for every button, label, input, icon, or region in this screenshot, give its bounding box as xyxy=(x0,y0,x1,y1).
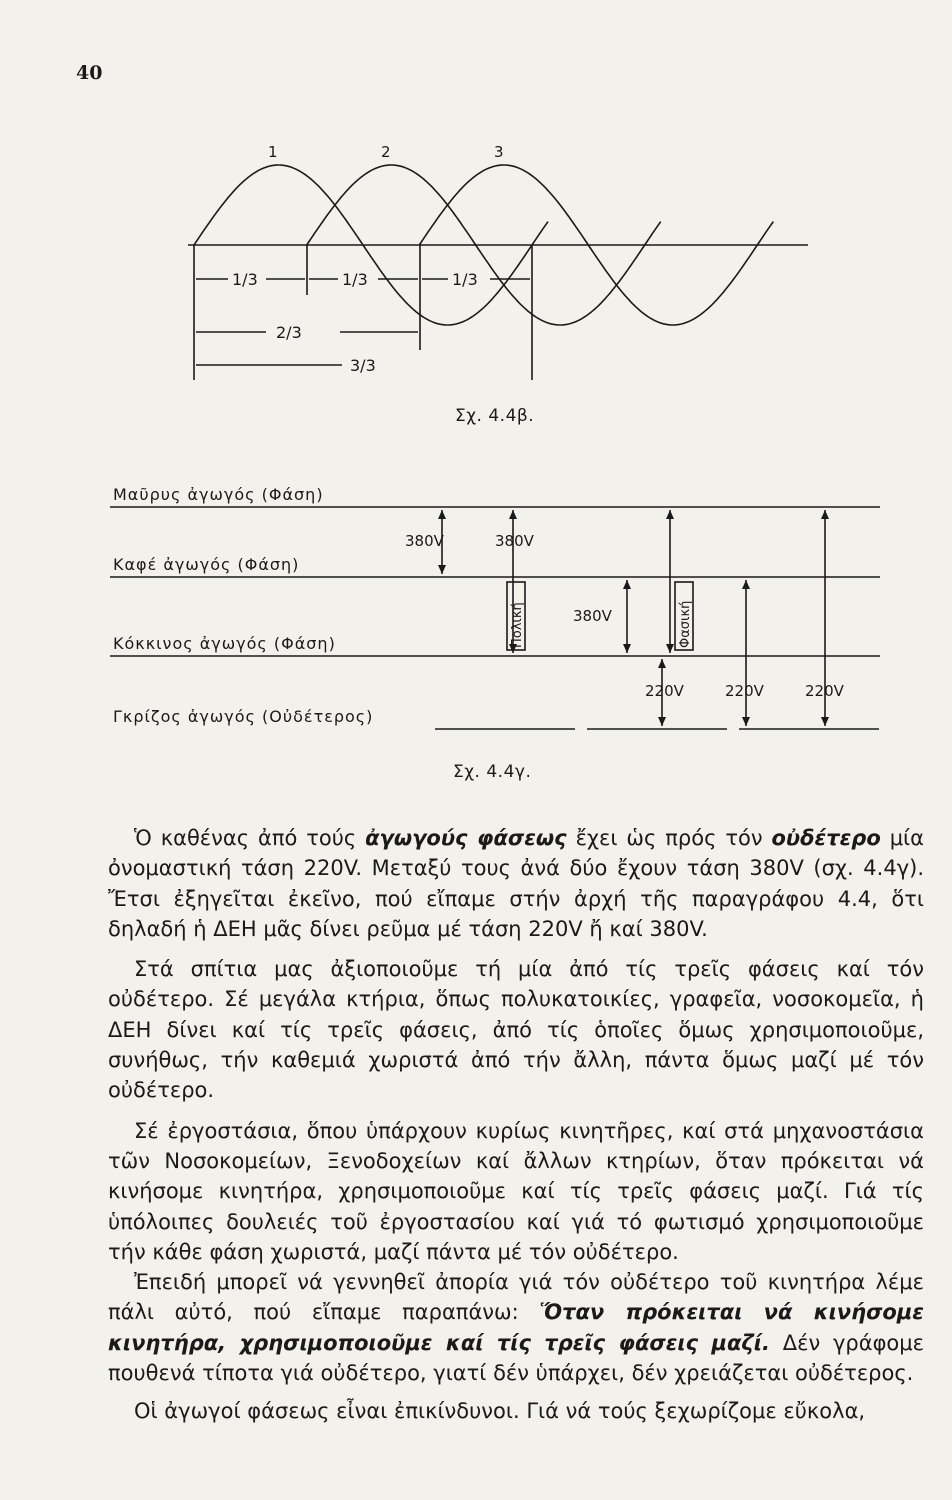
third-label-3: 1/3 xyxy=(452,270,478,289)
voltage-380-c: 380V xyxy=(573,607,612,625)
motor-rule-emphasis: Ὅταν πρόκειται νά κινήσομε κινητήρα, χρησιμοποιοῦμε καί τίς τρεῖς φάσεις μαζί. xyxy=(108,1300,924,1355)
brown-conductor-label: Καφέ ἀγωγός (Φάση) xyxy=(113,555,300,574)
phase-label-2: 2 xyxy=(381,143,391,161)
paragraph-1: Ὁ καθένας ἀπό τούς ἀγωγούς φάσεως ἔχει ὡς πρός τόν οὐδέτερο μία ὀνομαστική τάση 220V. Μεταξύ τους ἀνά δύο ἔχουν τάση 380V (σχ. 4.4γ). Ἔτσι ἐξηγεῖται ἐκεῖνο, πού εἴπαμε στήν ἀρχή τῆς παραγράφου 4.4, ὅτι δηλαδή ἡ ΔΕΗ μᾶς δίνει ρεῦμα μέ τάση 220V ἤ καί 380V. xyxy=(108,826,924,941)
paragraph-4: Ἐπειδή μπορεῖ νά γεννηθεῖ ἀπορία γιά τόν οὐδέτερο τοῦ κινητήρα λέμε πάλι αὐτό, πού εἴπαμε παραπάνω: Ὅταν πρόκειται νά κινήσομε κινητήρα, χρησιμοποιοῦμε καί τίς τρεῖς φάσεις μαζί. Δέν γράφομε πουθενά τίποτα γιά οὐδέτερο, γιατί δέν ὑπάρχει, δέν χρειάζεται οὐδέτερος. xyxy=(108,1270,924,1386)
neutral-term: οὐδέτερο xyxy=(771,826,881,850)
three-phase-sine-diagram xyxy=(180,135,820,395)
polikh-label: Πολική xyxy=(510,602,525,648)
black-conductor-label: Μαῦρυς ἀγωγός (Φάση) xyxy=(113,485,324,504)
three-thirds-label: 3/3 xyxy=(350,356,376,375)
voltage-220-c: 220V xyxy=(805,682,844,700)
phase-label-1: 1 xyxy=(268,143,278,161)
fasikh-label: Φασική xyxy=(678,600,693,648)
figure-b-caption: Σχ. 4.4β. xyxy=(455,406,535,426)
third-label-1: 1/3 xyxy=(232,270,258,289)
red-conductor-label: Κόκκινος ἀγωγός (Φάση) xyxy=(113,634,336,653)
phase-conductors-term: ἀγωγούς φάσεως xyxy=(365,826,567,850)
voltage-220-b: 220V xyxy=(725,682,764,700)
voltage-220-a: 220V xyxy=(645,682,684,700)
phase-label-3: 3 xyxy=(494,143,504,161)
conductor-voltage-diagram xyxy=(105,470,895,750)
grey-conductor-label: Γκρίζος ἀγωγός (Οὐδέτερος) xyxy=(113,707,374,726)
figure-g-caption: Σχ. 4.4γ. xyxy=(453,762,532,782)
paragraph-3: Σέ ἐργοστάσια, ὅπου ὑπάρχουν κυρίως κινητῆρες, καί στά μηχανοστάσια τῶν Νοσοκομείων, Ξενοδοχείων καί ἄλλων κτηρίων, ὅταν πρόκειται νά κινήσομε κινητήρα, χρησιμοποιοῦμε καί τίς τρεῖς φάσεις μαζί. Γιά τίς ὑπόλοιπες δουλειές τοῦ ἐργοστασίου καί γιά τό φωτισμό χρησιμοποιοῦμε τήν κάθε φάση χωριστά, μαζί πάντα μέ τόν οὐδέτερο. xyxy=(108,1118,924,1264)
page-number: 40 xyxy=(76,62,103,84)
paragraph-2: Στά σπίτια μας ἀξιοποιοῦμε τή μία ἀπό τίς τρεῖς φάσεις καί τόν οὐδέτερο. Σέ μεγάλα κτήρια, ὅπως πολυκατοικίες, γραφεῖα, νοσοκομεῖα, ἡ ΔΕΗ δίνει καί τίς τρεῖς φάσεις, ἀπό τίς ὁποῖες ὅμως χρησιμοποιοῦμε, συνήθως, τήν καθεμιά χωριστά ἀπό τήν ἄλλη, πάντα ὅμως μαζί μέ τόν οὐδέτερο. xyxy=(108,957,924,1103)
two-thirds-label: 2/3 xyxy=(276,323,302,342)
voltage-380-a: 380V xyxy=(405,532,444,550)
voltage-380-b: 380V xyxy=(495,532,534,550)
body-text xyxy=(108,823,924,1437)
third-label-2: 1/3 xyxy=(342,270,368,289)
paragraph-5: Οἱ ἀγωγοί φάσεως εἶναι ἐπικίνδυνοι. Γιά νά τούς ξεχωρίζομε εὔκολα, xyxy=(134,1399,866,1424)
